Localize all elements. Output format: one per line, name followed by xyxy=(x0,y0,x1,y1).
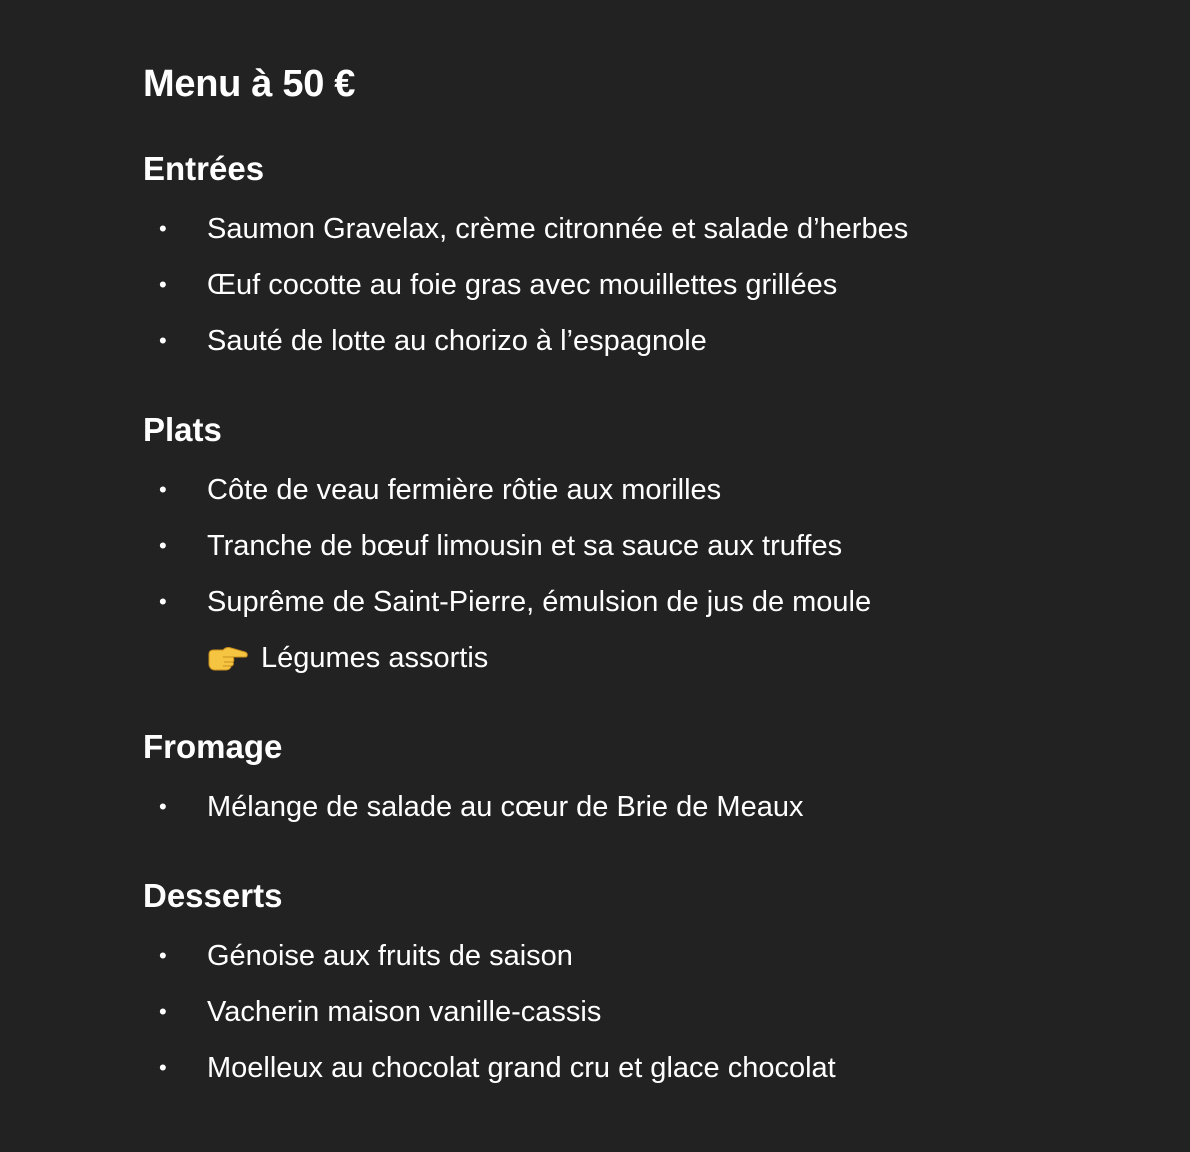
section-title: Fromage xyxy=(143,728,283,765)
section-title: Entrées xyxy=(143,150,265,187)
section-entrees xyxy=(143,148,1143,369)
pointing-right-hand-icon xyxy=(207,645,249,671)
section-fromage xyxy=(143,726,1143,835)
list-item xyxy=(143,462,1143,518)
list-item xyxy=(143,984,1143,1040)
item-list xyxy=(143,462,1143,630)
item-text: Tranche de bœuf limousin et sa sauce aux truffes xyxy=(207,530,843,562)
bullet: • xyxy=(159,477,167,502)
bullet: • xyxy=(159,1055,167,1080)
item-list xyxy=(143,928,1143,1096)
list-item xyxy=(143,257,1143,313)
item-text: Moelleux au chocolat grand cru et glace chocolat xyxy=(207,1052,836,1084)
menu-title: Menu à 50 € xyxy=(143,63,356,105)
list-item xyxy=(143,313,1143,369)
bullet: • xyxy=(159,272,167,297)
list-item xyxy=(143,201,1143,257)
bullet: • xyxy=(159,999,167,1024)
note-text: Légumes assortis xyxy=(261,642,489,674)
bullet: • xyxy=(159,794,167,819)
item-text: Suprême de Saint-Pierre, émulsion de jus de moule xyxy=(207,586,872,618)
list-item xyxy=(143,928,1143,984)
item-text: Côte de veau fermière rôtie aux morilles xyxy=(207,474,722,506)
side-dish-note xyxy=(143,630,1143,686)
item-text: Saumon Gravelax, crème citronnée et salade d’herbes xyxy=(207,213,909,245)
bullet: • xyxy=(159,328,167,353)
item-list xyxy=(143,779,1143,835)
item-text: Vacherin maison vanille-cassis xyxy=(207,996,602,1028)
item-text: Génoise aux fruits de saison xyxy=(207,940,573,972)
item-text: Œuf cocotte au foie gras avec mouillettes grillées xyxy=(207,269,838,301)
list-item xyxy=(143,779,1143,835)
section-title: Plats xyxy=(143,411,222,448)
menu-document xyxy=(143,60,1143,1096)
item-text: Mélange de salade au cœur de Brie de Meaux xyxy=(207,791,804,823)
bullet: • xyxy=(159,589,167,614)
section-title: Desserts xyxy=(143,877,283,914)
section-desserts xyxy=(143,875,1143,1096)
bullet: • xyxy=(159,943,167,968)
list-item xyxy=(143,574,1143,630)
bullet: • xyxy=(159,533,167,558)
list-item xyxy=(143,518,1143,574)
list-item xyxy=(143,1040,1143,1096)
item-text: Sauté de lotte au chorizo à l’espagnole xyxy=(207,325,707,357)
section-plats xyxy=(143,409,1143,686)
item-list xyxy=(143,201,1143,369)
bullet: • xyxy=(159,216,167,241)
